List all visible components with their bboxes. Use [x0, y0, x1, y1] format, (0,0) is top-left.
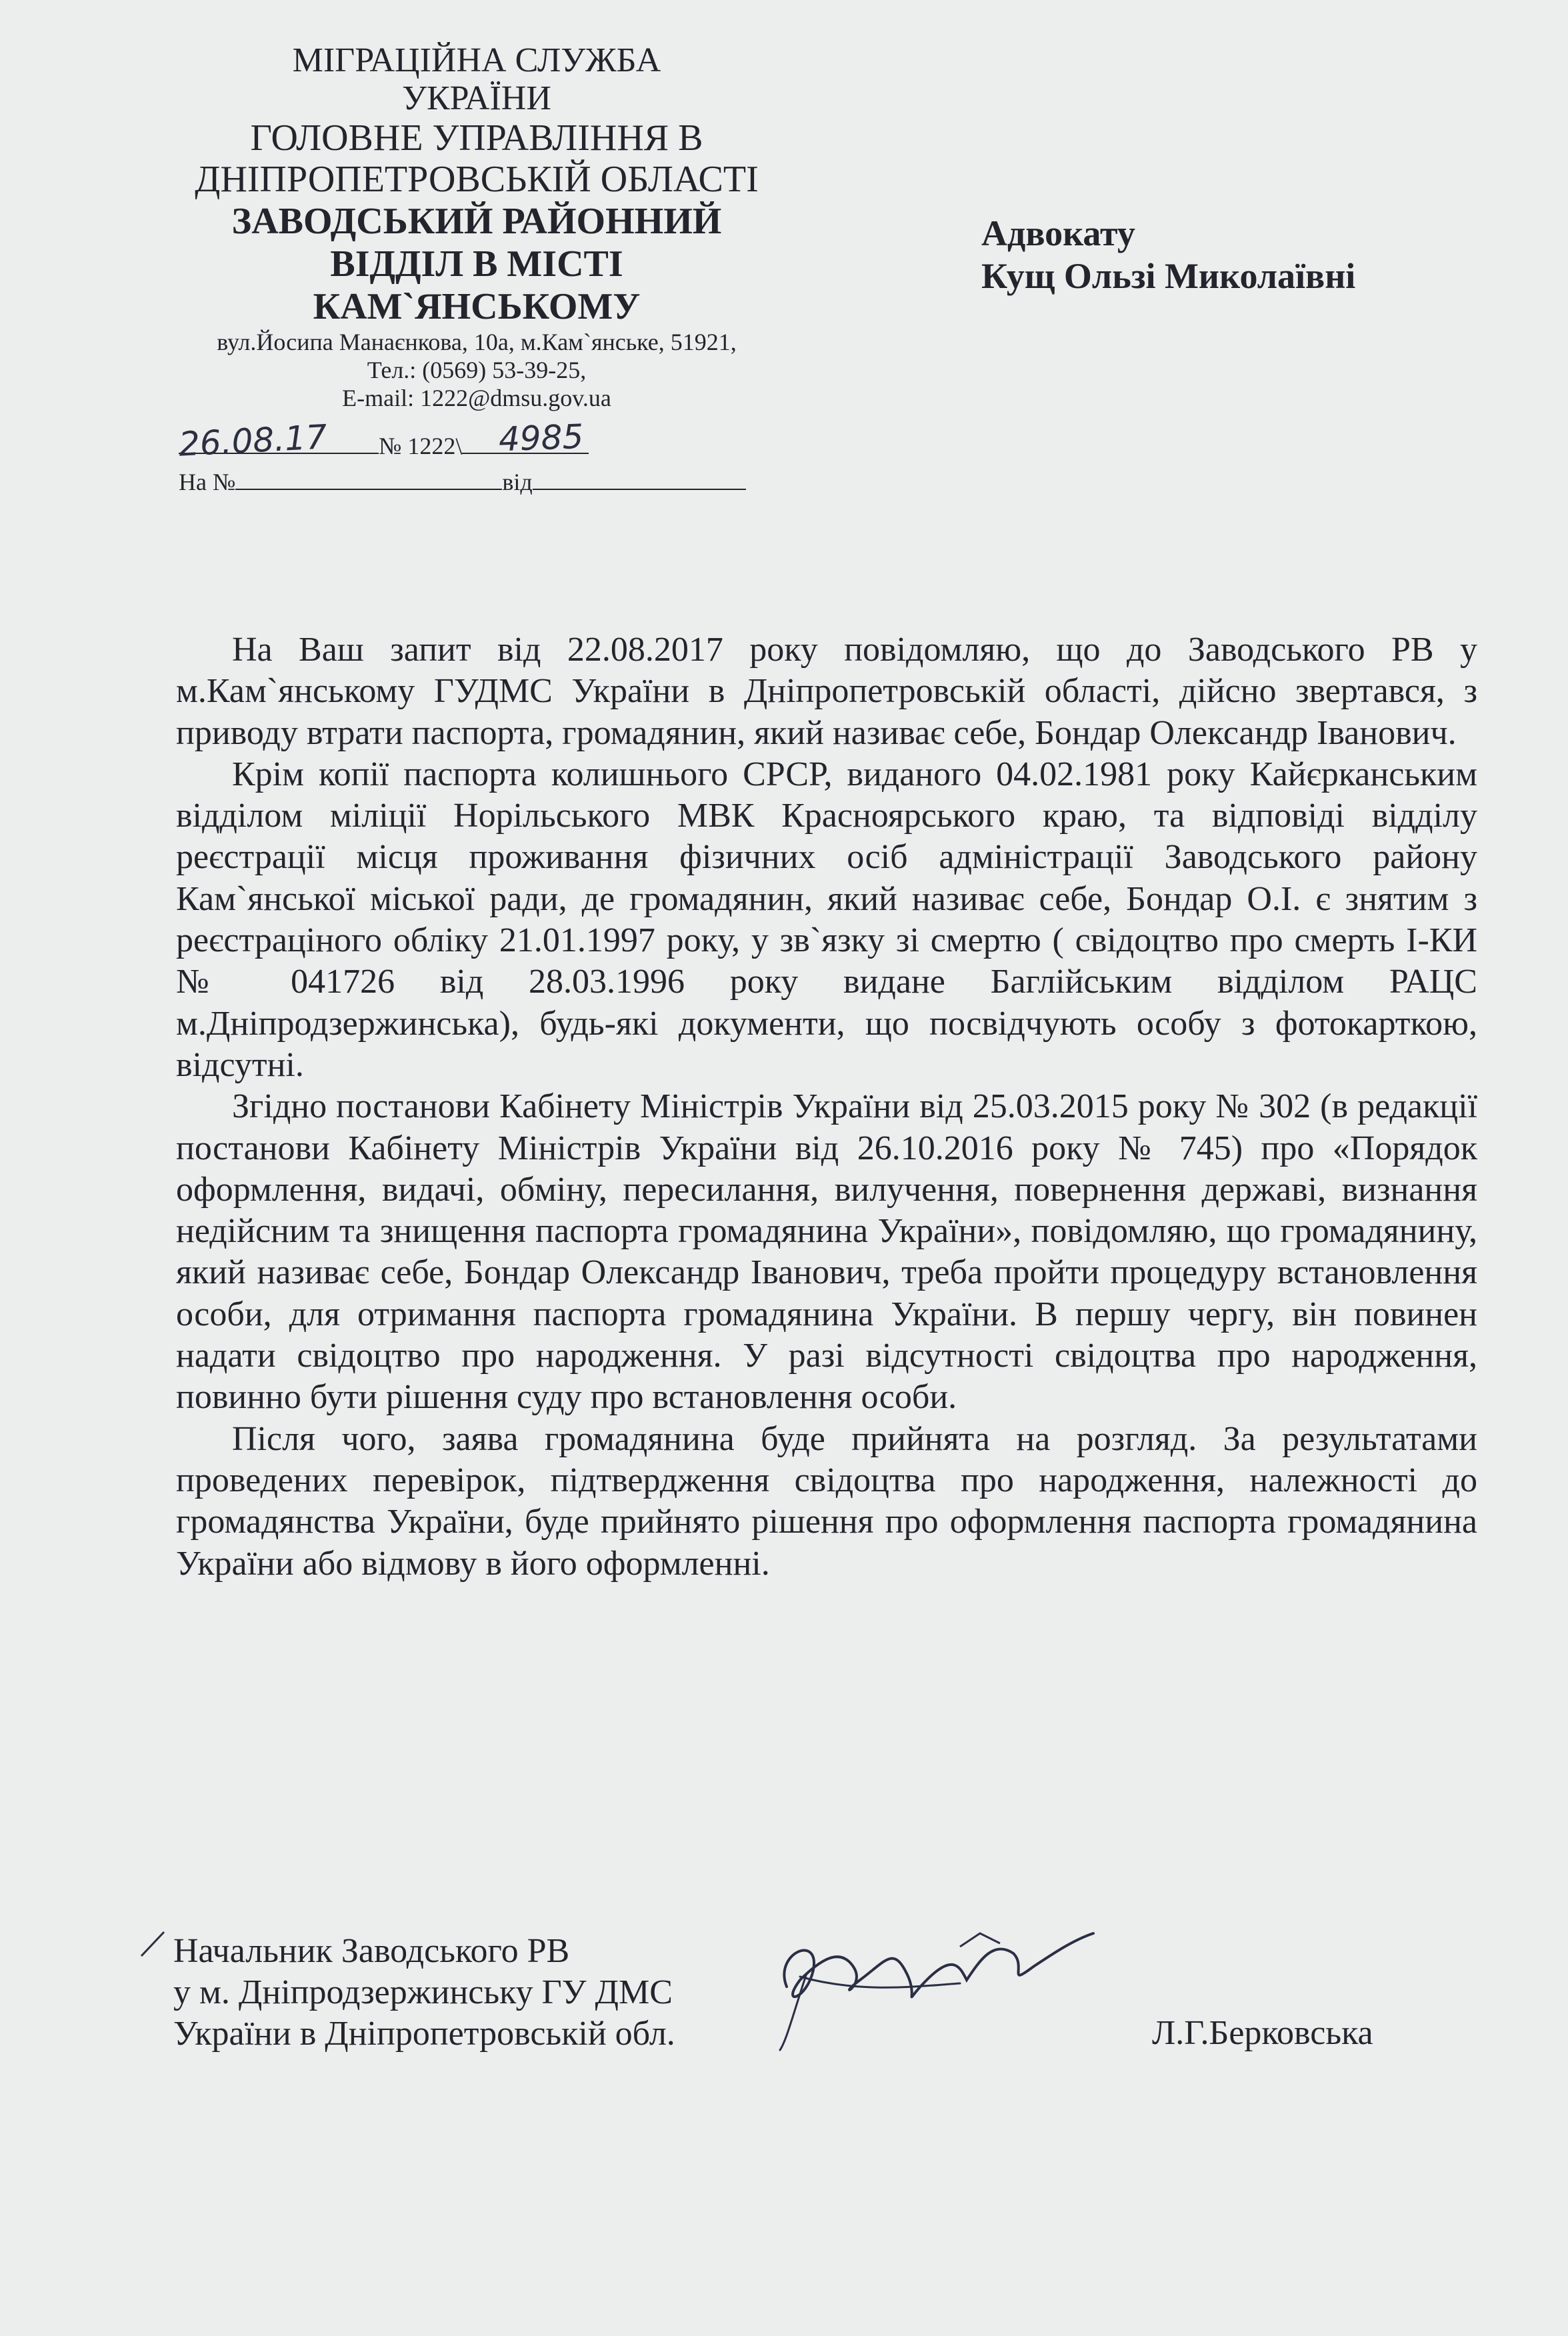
header-line-6: ВІДДІЛ В МІСТІ: [330, 243, 623, 285]
signatory-line-1: Начальник Заводського РВ: [173, 1932, 570, 1970]
outgoing-number-prefix: № 1222\: [379, 433, 463, 459]
header-phone: Тел.: (0569) 53-39-25,: [367, 357, 587, 383]
signatory-block: [173, 1931, 675, 2055]
header-line-4: ДНІПРОПЕТРОВСЬКІЙ ОБЛАСТІ: [195, 159, 759, 200]
header-line-3: ГОЛОВНЕ УПРАВЛІННЯ В: [250, 117, 703, 159]
signatory-name: Л.Г.Берковська: [1152, 2014, 1373, 2052]
reply-to-label: На №: [179, 469, 236, 495]
body-paragraph-4: Після чого, заява громадянина буде прийнята на розгляд. За результатами проведених перевірок, підтвердження свідоцтва про народження, належності до громадянства України, буде прийнято рішення про оформлення паспорта громадянина України або відмову в його оформленні.: [176, 1419, 1477, 1583]
addressee-block: [981, 212, 1355, 297]
header-address: вул.Йосипа Манаєнкова, 10а, м.Кам`янське, 51921,: [217, 329, 737, 355]
header-email: E-mail: 1222@dmsu.gov.ua: [342, 385, 611, 411]
letter-body: [176, 629, 1477, 1585]
body-paragraph-2: Крім копії паспорта колишнього СРСР, виданого 04.02.1981 року Кайєрканським відділом міліції Норільського МВК Красноярського краю, та відповіді відділу реєстрації місця проживання фізичних осіб адміністрації Заводського району Кам`янської міської ради, де громадянин, який називає себе, Бондар О.І. є знятим з реєстраціного обліку 21.01.1997 року, у зв`язку зі смертю ( свідоцтво про смерть І-КИ № 041726 від 28.03.1996 року видане Баглійським відділом РАЦС м.Дніпродзержинська), будь-які документи, що посвідчують особу з фотокарткою, відсутні.: [176, 755, 1477, 1084]
reply-reference-line: [179, 468, 746, 496]
signatory-line-3: України в Дніпропетровській обл.: [173, 2015, 675, 2053]
from-label: від: [502, 469, 533, 495]
addressee-line-1: Адвокату: [981, 213, 1135, 253]
handwritten-signature: [760, 1907, 1107, 2053]
header-line-7: КАМ`ЯНСЬКОМУ: [313, 286, 641, 327]
handwritten-date: 26.08.17: [177, 417, 329, 464]
header-line-2: УКРАЇНИ: [402, 79, 551, 117]
handwritten-number: 4985: [498, 417, 585, 459]
body-paragraph-3: Згідно постанови Кабінету Міністрів України від 25.03.2015 року № 302 (в редакції постанови Кабінету Міністрів України від 26.10.2016 року № 745) про «Порядок оформлення, видачі, обміну, пересилання, вилучення, повернення державі, визнання недійсним та знищення паспорта громадянина України», повідомляю, що громадянину, який називає себе, Бондар Олександр Іванович, треба пройти процедуру встановлення особи, для отримання паспорта громадянина України. В першу чергу, він повинен надати свідоцтво про народження. У разі відсутності свідоцтва про народження, повинно бути рішення суду про встановлення особи.: [176, 1087, 1477, 1417]
header-line-5: ЗАВОДСЬКИЙ РАЙОННИЙ: [231, 201, 722, 242]
header-line-1: МІГРАЦІЙНА СЛУЖБА: [292, 41, 661, 79]
signatory-line-2: у м. Дніпродзержинську ГУ ДМС: [173, 1973, 673, 2011]
sender-header: [173, 41, 780, 412]
body-paragraph-1: На Ваш запит від 22.08.2017 року повідомляю, що до Заводського РВ у м.Кам`янському ГУДМС України в Дніпропетровській області, дійсно звертався, з приводу втрати паспорта, громадянин, який називає себе, Бондар Олександр Іванович.: [176, 631, 1477, 752]
pen-tick-mark: [137, 1927, 171, 1960]
addressee-line-2: Кущ Ользі Миколаївні: [981, 256, 1356, 296]
